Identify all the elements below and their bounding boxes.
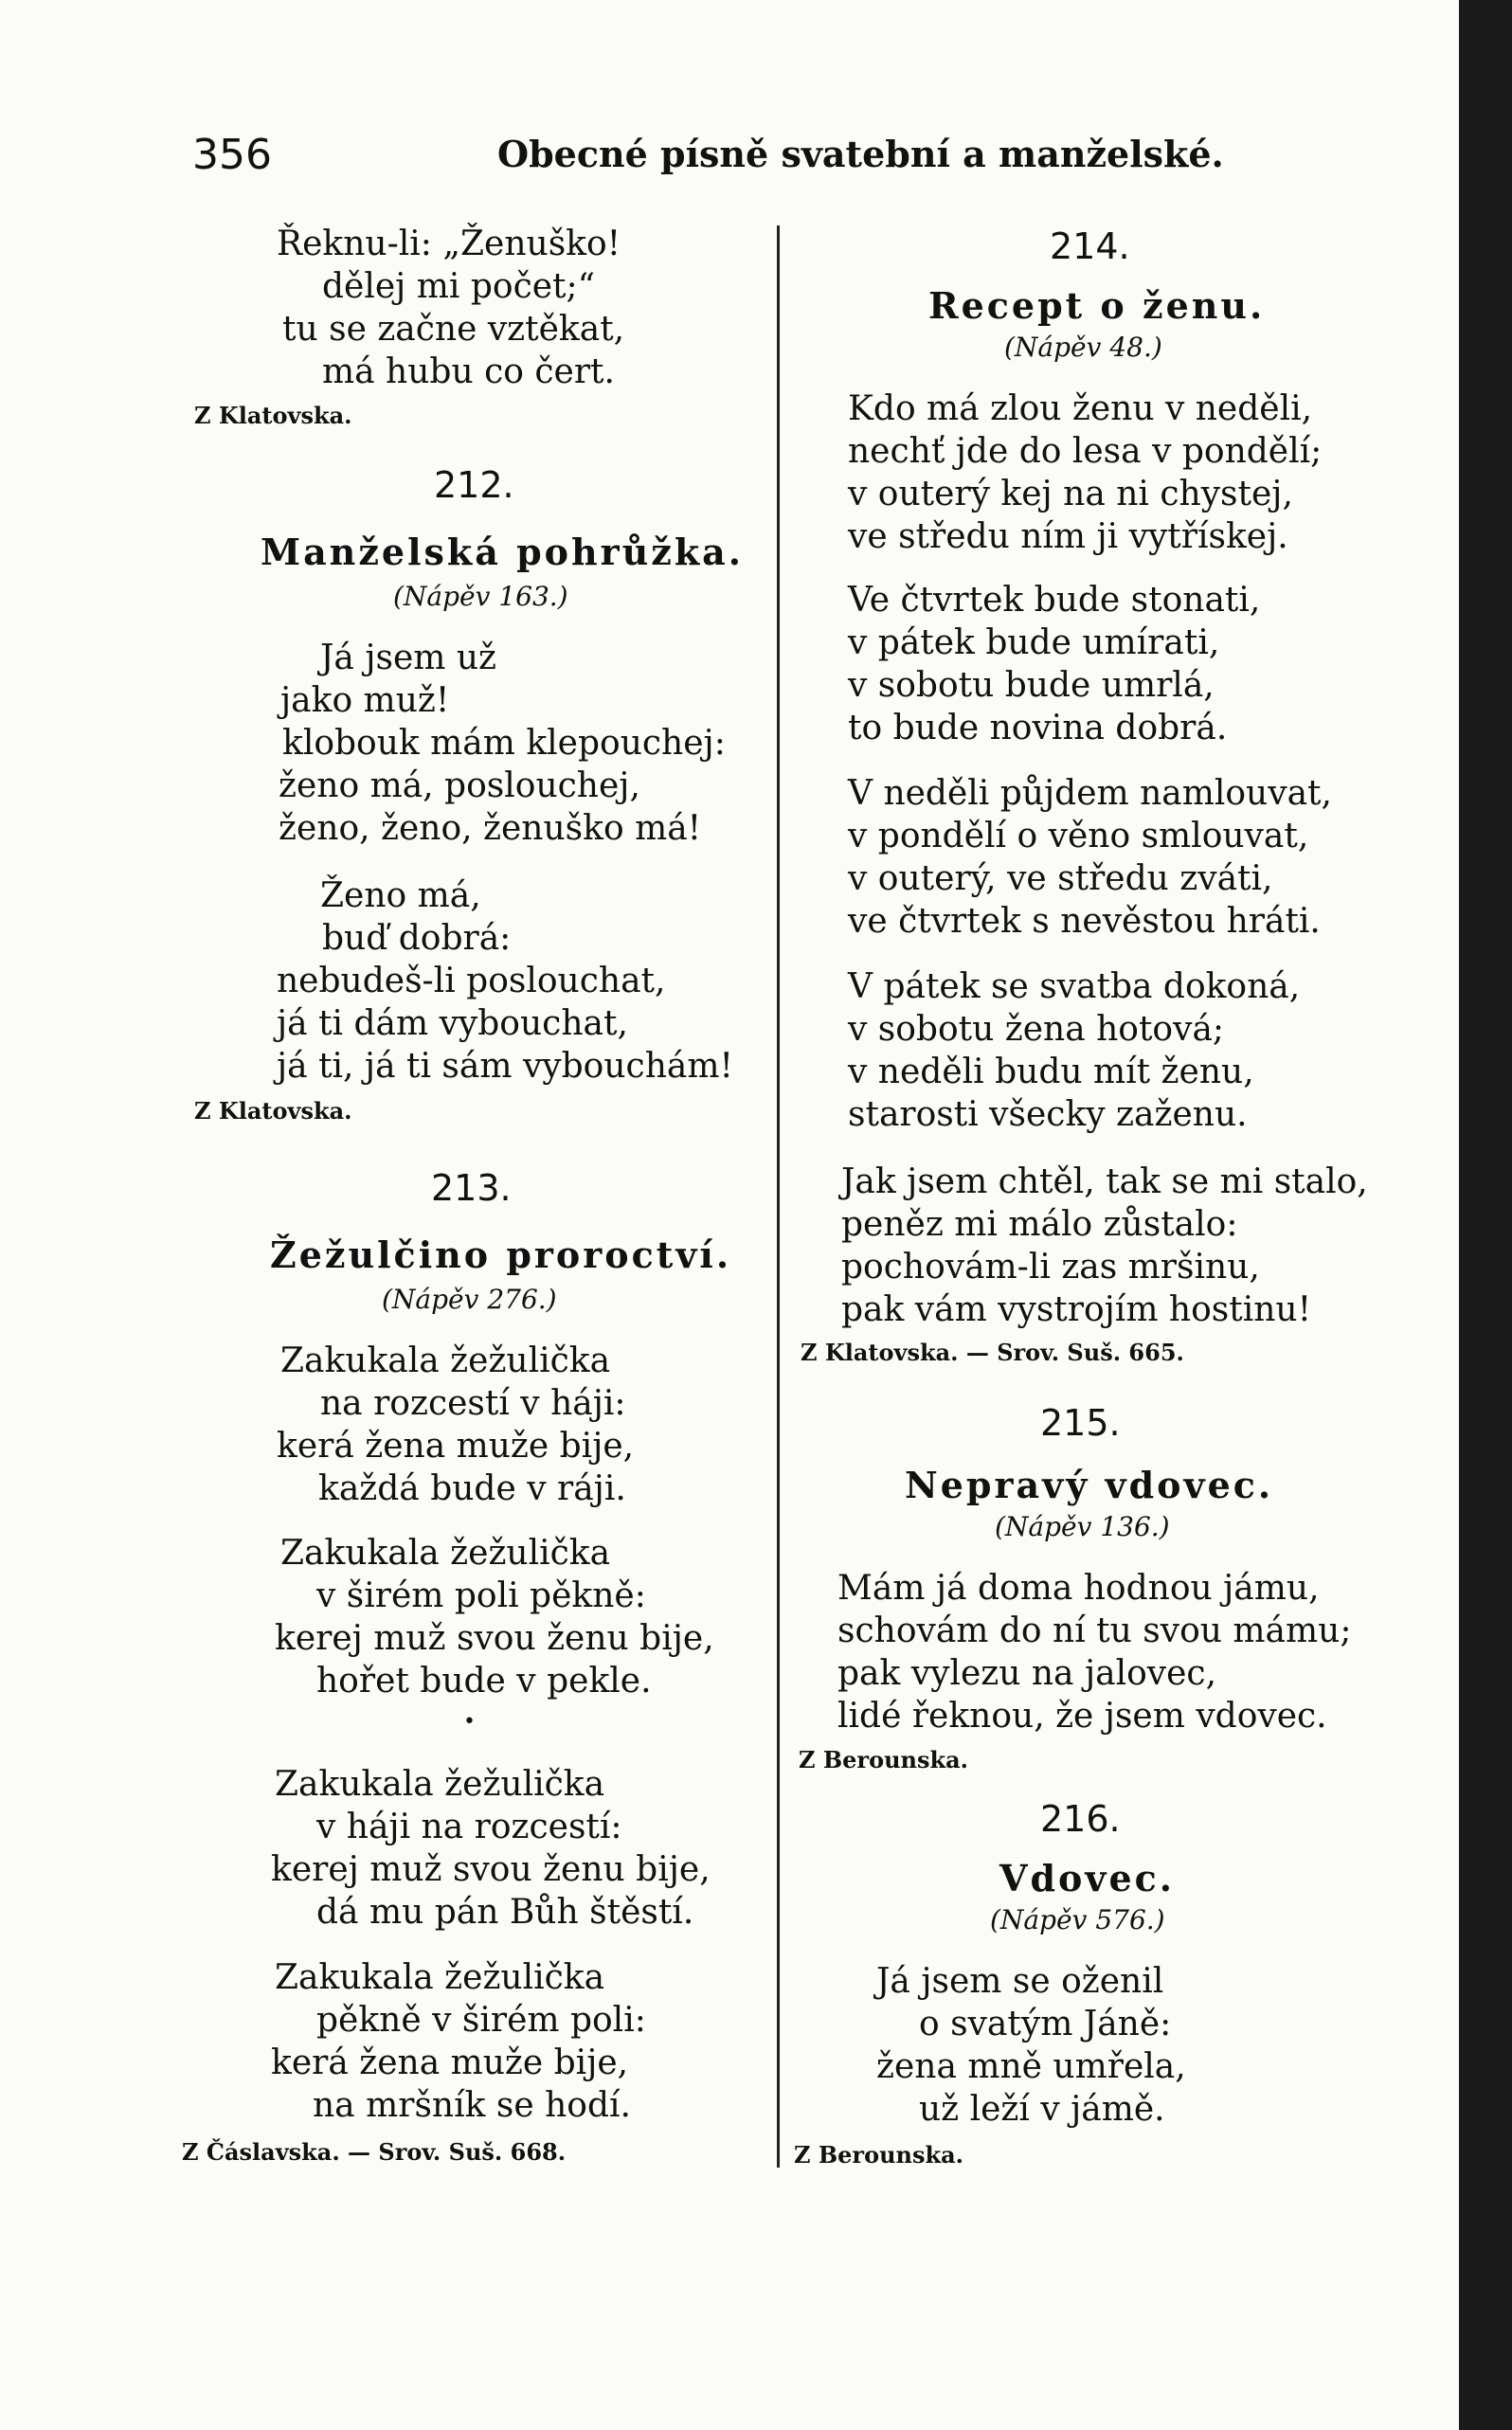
column-divider xyxy=(777,225,780,2168)
verse-line: v širém poli pěkně: xyxy=(316,1576,646,1615)
tune-reference: (Nápěv 276.) xyxy=(382,1284,557,1315)
verse-line: pak vylezu na jalovec, xyxy=(837,1654,1217,1693)
verse-line: V pátek se svatba dokoná, xyxy=(848,967,1301,1006)
verse-line: ženo, ženo, ženuško má! xyxy=(279,809,702,848)
verse-line: pochovám-li zas mršinu, xyxy=(841,1248,1260,1287)
verse-line: tu se začne vztěkat, xyxy=(282,310,625,349)
verse-line: Mám já doma hodnou jámu, xyxy=(837,1569,1320,1608)
verse-line: pěkně v širém poli: xyxy=(316,2001,646,2040)
verse-line: lidé řeknou, že jsem vdovec. xyxy=(837,1697,1327,1736)
song-number: 214. xyxy=(1050,225,1130,267)
source-note: Z Klatovska. xyxy=(194,1097,352,1125)
verse-line: Kdo má zlou ženu v neděli, xyxy=(848,389,1313,428)
source-note: Z Berounska. xyxy=(794,2141,964,2169)
verse-line: už leží v jámě. xyxy=(919,2090,1165,2129)
page-number: 356 xyxy=(192,131,272,179)
verse-line: kerej muž svou ženu bije, xyxy=(271,1850,711,1889)
verse-line: Jak jsem chtěl, tak se mi stalo, xyxy=(841,1162,1368,1201)
song-number: 216. xyxy=(1040,1798,1121,1840)
verse-line: Zakukala žežulička xyxy=(280,1534,611,1573)
verse-line: kerej muž svou ženu bije, xyxy=(275,1619,714,1658)
verse-line: Zakukala žežulička xyxy=(280,1341,611,1380)
verse-line: nebudeš-li poslouchat, xyxy=(277,962,666,1000)
verse-line: Zakukala žežulička xyxy=(275,1958,605,1997)
song-title: Manželská pohrůžka. xyxy=(261,531,745,573)
stanza-ornament: • xyxy=(463,1710,476,1734)
verse-line: na mršník se hodí. xyxy=(313,2086,631,2125)
verse-line: o svatým Jáně: xyxy=(919,2005,1172,2043)
verse-line: Řeknu-li: „Ženuško! xyxy=(277,225,621,263)
verse-line: v outerý kej na ni chystej, xyxy=(848,475,1293,513)
tune-reference: (Nápěv 136.) xyxy=(995,1511,1170,1542)
verse-line: v neděli budu mít ženu, xyxy=(848,1053,1254,1091)
verse-line: starosti všecky zaženu. xyxy=(848,1095,1248,1134)
verse-line: ženo má, poslouchej, xyxy=(279,766,640,805)
song-title: Nepravý vdovec. xyxy=(905,1464,1274,1506)
source-note: Z Berounska. xyxy=(799,1746,969,1773)
song-number: 212. xyxy=(434,464,514,506)
verse-line: v pátek bude umírati, xyxy=(848,623,1220,662)
verse-line: jako muž! xyxy=(280,681,450,720)
verse-line: buď dobrá: xyxy=(322,919,512,958)
verse-line: na rozcestí v háji: xyxy=(320,1384,626,1423)
tune-reference: (Nápěv 48.) xyxy=(1004,332,1162,363)
verse-line: hořet bude v pekle. xyxy=(316,1662,652,1701)
verse-line: Ve čtvrtek bude stonati, xyxy=(848,581,1261,620)
source-note: Z Klatovska. xyxy=(194,402,352,429)
verse-line: nechť jde do lesa v pondělí; xyxy=(848,432,1323,471)
verse-line: žena mně umřela, xyxy=(876,2047,1186,2086)
verse-line: klobouk mám klepouchej: xyxy=(282,724,726,763)
verse-line: pak vám vystrojím hostinu! xyxy=(841,1290,1312,1329)
verse-line: má hubu co čert. xyxy=(322,352,615,391)
running-head: Obecné písně svatební a manželské. xyxy=(497,133,1224,175)
song-title: Recept o ženu. xyxy=(928,284,1266,327)
song-number: 215. xyxy=(1040,1402,1121,1444)
verse-line: Já jsem už xyxy=(320,639,497,677)
scan-edge xyxy=(1459,0,1512,2430)
verse-line: v háji na rozcestí: xyxy=(316,1808,622,1846)
verse-line: ve čtvrtek s nevěstou hráti. xyxy=(848,902,1321,941)
verse-line: kerá žena muže bije, xyxy=(277,1427,635,1466)
verse-line: v sobotu žena hotová; xyxy=(848,1010,1225,1049)
song-title: Vdovec. xyxy=(999,1857,1176,1899)
verse-line: schovám do ní tu svou mámu; xyxy=(837,1611,1352,1650)
verse-line: Ženo má, xyxy=(320,876,481,915)
verse-line: v outerý, ve středu zváti, xyxy=(848,859,1273,898)
verse-line: ve středu ním ji vytřískej. xyxy=(848,517,1288,556)
verse-line: v sobotu bude umrlá, xyxy=(848,666,1215,705)
verse-line: Zakukala žežulička xyxy=(275,1765,605,1804)
song-title: Žežulčino proroctví. xyxy=(270,1233,732,1276)
tune-reference: (Nápěv 576.) xyxy=(990,1904,1165,1935)
verse-line: peněz mi málo zůstalo: xyxy=(841,1205,1238,1244)
verse-line: Já jsem se oženil xyxy=(876,1962,1164,2001)
tune-reference: (Nápěv 163.) xyxy=(393,581,568,612)
verse-line: v pondělí o věno smlouvat, xyxy=(848,817,1309,855)
verse-line: já ti, já ti sám vybouchám! xyxy=(277,1047,733,1086)
verse-line: já ti dám vybouchat, xyxy=(277,1004,628,1043)
verse-line: dá mu pán Bůh štěstí. xyxy=(316,1893,694,1932)
source-note: Z Klatovska. — Srov. Suš. 665. xyxy=(801,1339,1184,1366)
source-note: Z Čáslavska. — Srov. Suš. 668. xyxy=(182,2138,567,2166)
verse-line: to bude novina dobrá. xyxy=(848,709,1228,747)
song-number: 213. xyxy=(431,1167,512,1209)
verse-line: dělej mi počet;“ xyxy=(322,267,596,306)
verse-line: každá bude v ráji. xyxy=(318,1469,626,1508)
verse-line: kerá žena muže bije, xyxy=(271,2043,629,2082)
verse-line: V neděli půjdem namlouvat, xyxy=(848,774,1332,813)
